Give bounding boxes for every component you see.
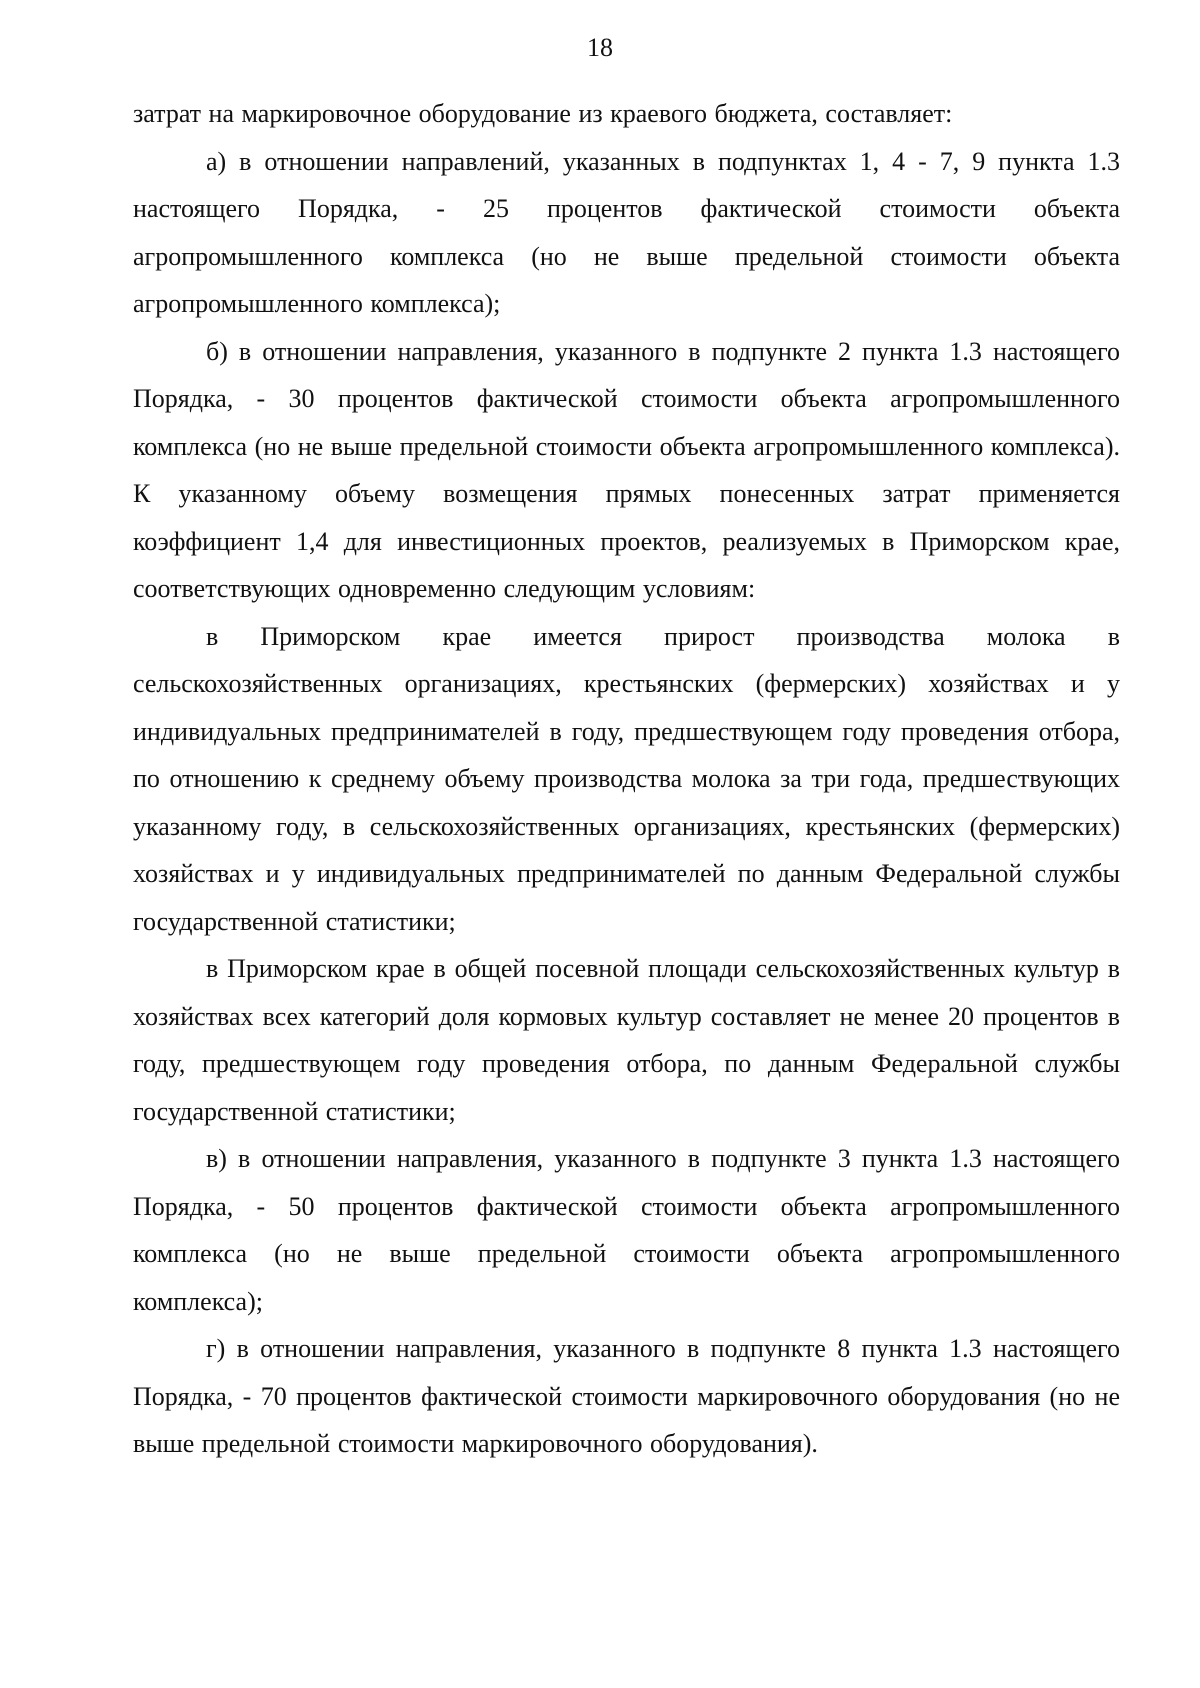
paragraph-continuation: затрат на маркировочное оборудование из краевого бюджета, составляет:: [133, 99, 953, 128]
paragraph-item-a: а) в отношении направлений, указанных в подпунктах 1, 4 - 7, 9 пункта 1.3 настоящего Порядка, - 25 процентов фактической стоимости объекта агропромышленного комплекса (но не выше предельной стоимости объекта агропромышленного комплекса);: [133, 146, 1120, 318]
paragraph-condition-milk: в Приморском крае имеется прирост производства молока в сельскохозяйственных организациях, крестьянских (фермерских) хозяйствах и у индивидуальных предпринимателей в году, предшествующем году проведения отбора, по отношению к среднему объему производства молока за три года, предшествующих указанному году, в сельскохозяйственных организациях, крестьянских (фермерских) хозяйствах и у индивидуальных предпринимателей по данным Федеральной службы государственной статистики;: [133, 621, 1120, 936]
paragraph-item-v: в) в отношении направления, указанного в подпункте 3 пункта 1.3 настоящего Порядка, - 50 процентов фактической стоимости объекта агропромышленного комплекса (но не выше предельной стоимости объекта агропромышленного комплекса);: [133, 1144, 1120, 1316]
paragraph-item-g: г) в отношении направления, указанного в подпункте 8 пункта 1.3 настоящего Порядка, - 70 процентов фактической стоимости маркировочного оборудования (но не выше предельной стоимости маркировочного оборудования).: [133, 1334, 1120, 1458]
page-number: 18: [587, 33, 613, 62]
paragraph-condition-fodder: в Приморском крае в общей посевной площади сельскохозяйственных культур в хозяйствах всех категорий доля кормовых культур составляет не менее 20 процентов в году, предшествующем году проведения отбора, по данным Федеральной службы государственной статистики;: [133, 954, 1120, 1126]
document-body: [133, 90, 1120, 1468]
paragraph-item-b: б) в отношении направления, указанного в подпункте 2 пункта 1.3 настоящего Порядка, - 30 процентов фактической стоимости объекта агропромышленного комплекса (но не выше предельной стоимости объекта агропромышленного комплекса). К указанному объему возмещения прямых понесенных затрат применяется коэффициент 1,4 для инвестиционных проектов, реализуемых в Приморском крае, соответствующих одновременно следующим условиям:: [133, 336, 1120, 603]
